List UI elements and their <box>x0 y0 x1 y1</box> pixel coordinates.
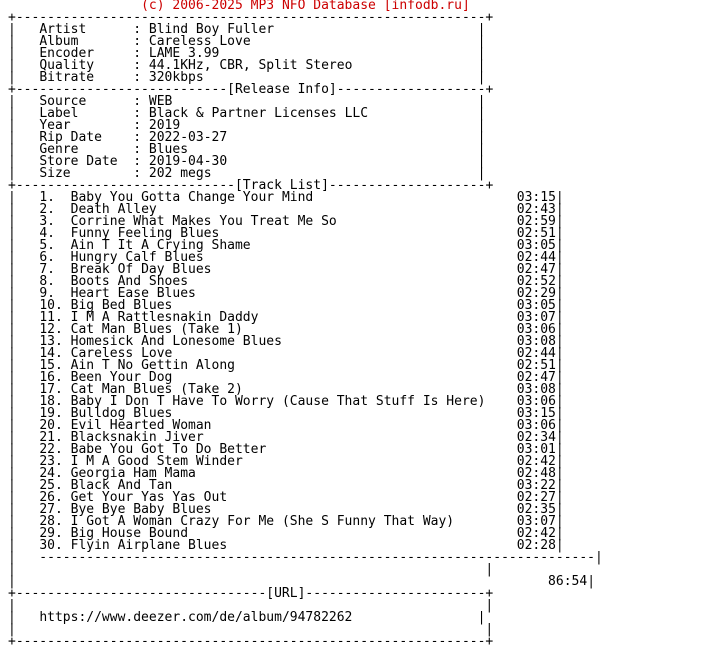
track-time: 02:35 <box>516 502 556 517</box>
track-time: 02:52 <box>516 274 556 289</box>
track-row: | 19. Bulldog Blues 03:15| <box>8 406 564 421</box>
track-number: 26. <box>39 490 63 505</box>
track-title: Cat Man Blues (Take 2) <box>70 382 243 397</box>
track-row: | 8. Boots And Shoes 02:52| <box>8 274 564 289</box>
track-row: | 10. Big Bed Blues 03:05| <box>8 298 564 313</box>
release-row: | Store Date : 2019-04-30 | <box>8 154 486 169</box>
track-number: 8. <box>39 274 55 289</box>
track-number: 19. <box>39 406 63 421</box>
track-number: 3. <box>39 214 55 229</box>
track-number: 28. <box>39 514 63 529</box>
track-list-separator: +----------------------------[Track List]--------------------+ <box>8 178 494 193</box>
track-time: 03:15 <box>516 406 556 421</box>
release-key: Label <box>39 106 79 121</box>
track-time: 02:44 <box>516 250 556 265</box>
track-title: Hungry Calf Blues <box>70 250 204 265</box>
url-row: | https://www.deezer.com/de/album/94782262 | <box>8 610 486 625</box>
track-title: Get Your Yas Yas Out <box>70 490 228 505</box>
track-number: 16. <box>39 370 63 385</box>
release-value: 202 megs <box>148 166 212 181</box>
album-row: | Quality : 44.1KHz, CBR, Split Stereo | <box>8 58 486 73</box>
track-number: 13. <box>39 334 63 349</box>
album-key: Bitrate <box>39 70 95 85</box>
album-value: Careless Love <box>148 34 251 49</box>
bottom-border: +------------------------------------------------------------+ <box>8 634 494 649</box>
track-time: 03:05 <box>516 238 556 253</box>
track-title: Flyin Airplane Blues <box>70 538 228 553</box>
release-row: | Source : WEB | <box>8 94 486 109</box>
track-time: 03:22 <box>516 478 556 493</box>
url-separator-title: [URL] <box>266 586 306 601</box>
release-info-separator: +---------------------------[Release Info]-------------------+ <box>8 82 494 97</box>
release-row: | Label : Black & Partner Licenses LLC | <box>8 106 486 121</box>
track-row: | 11. I M A Rattlesnakin Daddy 03:07| <box>8 310 564 325</box>
track-time: 03:07 <box>516 514 556 529</box>
track-row: | 29. Big House Bound 02:42| <box>8 526 564 541</box>
total-time: 86:54 <box>548 574 588 589</box>
track-number: 21. <box>39 430 63 445</box>
track-number: 1. <box>39 190 55 205</box>
track-number: 20. <box>39 418 63 433</box>
track-time: 03:08 <box>516 334 556 349</box>
track-row: | 1. Baby You Gotta Change Your Mind 03:15| <box>8 190 564 205</box>
track-time: 03:05 <box>516 298 556 313</box>
track-title: Cat Man Blues (Take 1) <box>70 322 243 337</box>
release-key: Year <box>39 118 71 133</box>
track-number: 12. <box>39 322 63 337</box>
track-time: 02:42 <box>516 454 556 469</box>
track-number: 15. <box>39 358 63 373</box>
track-number: 27. <box>39 502 63 517</box>
release-key: Genre <box>39 142 79 157</box>
track-row: | 24. Georgia Ham Mama 02:48| <box>8 466 564 481</box>
album-value: 44.1KHz, CBR, Split Stereo <box>148 58 353 73</box>
album-url-link[interactable]: https://www.deezer.com/de/album/94782262 <box>39 610 353 625</box>
track-number: 14. <box>39 346 63 361</box>
track-row: | 17. Cat Man Blues (Take 2) 03:08| <box>8 382 564 397</box>
track-row: | 18. Baby I Don T Have To Worry (Cause That Stuff Is Here) 03:06| <box>8 394 564 409</box>
track-title: Babe You Got To Do Better <box>70 442 267 457</box>
track-row: | 23. I M A Good Stem Winder 02:42| <box>8 454 564 469</box>
track-title: Blacksnakin Jiver <box>70 430 204 445</box>
album-key: Quality <box>39 58 95 73</box>
track-title: Bye Bye Baby Blues <box>70 502 212 517</box>
track-number: 5. <box>39 238 55 253</box>
track-title: Break Of Day Blues <box>70 262 212 277</box>
track-title: Big Bed Blues <box>70 298 173 313</box>
track-row: | 28. I Got A Woman Crazy For Me (She S Funny That Way) 03:07| <box>8 514 564 529</box>
album-row: | Encoder : LAME 3.99 | <box>8 46 486 61</box>
track-number: 7. <box>39 262 55 277</box>
track-row: | 15. Ain T No Gettin Along 02:51| <box>8 358 564 373</box>
album-key: Artist <box>39 22 87 37</box>
track-time: 02:47 <box>516 370 556 385</box>
release-key: Rip Date <box>39 130 102 145</box>
blank-line: | | <box>8 622 494 637</box>
track-time: 03:06 <box>516 394 556 409</box>
track-total-rule: | -----------------------------------------------------------------------| <box>8 550 603 565</box>
album-row: | Artist : Blind Boy Fuller | <box>8 22 486 37</box>
album-value: LAME 3.99 <box>148 46 220 61</box>
release-key: Size <box>39 166 71 181</box>
track-number: 30. <box>39 538 63 553</box>
track-number: 25. <box>39 478 63 493</box>
track-time: 02:44 <box>516 346 556 361</box>
track-time: 02:43 <box>516 202 556 217</box>
track-number: 9. <box>39 286 55 301</box>
track-row: | 21. Blacksnakin Jiver 02:34| <box>8 430 564 445</box>
release-value: Black & Partner Licenses LLC <box>148 106 369 121</box>
track-title: Baby You Gotta Change Your Mind <box>70 190 314 205</box>
album-value: Blind Boy Fuller <box>148 22 275 37</box>
release-key: Store Date <box>39 154 118 169</box>
track-row: | 30. Flyin Airplane Blues 02:28| <box>8 538 564 553</box>
track-row: | 5. Ain T It A Crying Shame 03:05| <box>8 238 564 253</box>
track-row: | 12. Cat Man Blues (Take 1) 03:06| <box>8 322 564 337</box>
release-value: WEB <box>148 94 173 109</box>
track-title: I M A Good Stem Winder <box>70 454 243 469</box>
track-time: 02:51 <box>516 358 556 373</box>
track-title: Ain T It A Crying Shame <box>70 238 251 253</box>
track-time: 02:27 <box>516 490 556 505</box>
release-row: | Year : 2019 | <box>8 118 486 133</box>
track-time: 02:48 <box>516 466 556 481</box>
track-time: 03:06 <box>516 418 556 433</box>
total-row: | 86:54| <box>8 574 596 589</box>
track-number: 29. <box>39 526 63 541</box>
track-title: I M A Rattlesnakin Daddy <box>70 310 259 325</box>
track-row: | 6. Hungry Calf Blues 02:44| <box>8 250 564 265</box>
track-title: Corrine What Makes You Treat Me So <box>70 214 337 229</box>
top-border: +------------------------------------------------------------+ <box>8 10 494 25</box>
track-number: 6. <box>39 250 55 265</box>
track-time: 03:06 <box>516 322 556 337</box>
release-value: 2019 <box>148 118 181 133</box>
track-title: Georgia Ham Mama <box>70 466 196 481</box>
track-number: 22. <box>39 442 63 457</box>
album-row: | Bitrate : 320kbps | <box>8 70 486 85</box>
track-number: 17. <box>39 382 63 397</box>
release-row: | Rip Date : 2022-03-27 | <box>8 130 486 145</box>
track-row: | 2. Death Alley 02:43| <box>8 202 564 217</box>
track-title: Boots And Shoes <box>70 274 189 289</box>
album-value: 320kbps <box>148 70 204 85</box>
track-row: | 20. Evil Hearted Woman 03:06| <box>8 418 564 433</box>
track-title: I Got A Woman Crazy For Me (She S Funny That Way) <box>70 514 455 529</box>
track-title: Funny Feeling Blues <box>70 226 220 241</box>
track-number: 4. <box>39 226 55 241</box>
track-time: 02:29 <box>516 286 556 301</box>
track-title: Ain T No Gettin Along <box>70 358 235 373</box>
album-key: Encoder <box>39 46 95 61</box>
track-row: | 13. Homesick And Lonesome Blues 03:08| <box>8 334 564 349</box>
track-title: Evil Hearted Woman <box>70 418 212 433</box>
track-time: 03:07 <box>516 310 556 325</box>
track-row: | 4. Funny Feeling Blues 02:51| <box>8 226 564 241</box>
track-row: | 22. Babe You Got To Do Better 03:01| <box>8 442 564 457</box>
blank-line: | | <box>8 598 494 613</box>
track-time: 03:01 <box>516 442 556 457</box>
url-separator: +--------------------------------[URL]-----------------------+ <box>8 586 494 601</box>
track-number: 10. <box>39 298 63 313</box>
track-number: 23. <box>39 454 63 469</box>
release-value: Blues <box>148 142 189 157</box>
track-list-separator-title: [Track List] <box>234 178 329 193</box>
track-time: 03:15 <box>516 190 556 205</box>
track-time: 03:08 <box>516 382 556 397</box>
album-key: Album <box>39 34 79 49</box>
track-time: 02:59 <box>516 214 556 229</box>
track-row: | 16. Been Your Dog 02:47| <box>8 370 564 385</box>
track-title: Baby I Don T Have To Worry (Cause That Stuff Is Here) <box>70 394 486 409</box>
track-row: | 27. Bye Bye Baby Blues 02:35| <box>8 502 564 517</box>
track-number: 18. <box>39 394 63 409</box>
release-value: 2019-04-30 <box>148 154 228 169</box>
nfo-header: (c) 2006-2025 MP3 NFO Database [infodb.ru] <box>141 0 470 13</box>
track-title: Black And Tan <box>70 478 173 493</box>
track-title: Careless Love <box>70 346 173 361</box>
release-key: Source <box>39 94 87 109</box>
release-value: 2022-03-27 <box>148 130 228 145</box>
track-time: 02:28 <box>516 538 556 553</box>
track-row: | 25. Black And Tan 03:22| <box>8 478 564 493</box>
blank-line: | | <box>8 562 494 577</box>
track-row: | 3. Corrine What Makes You Treat Me So 02:59| <box>8 214 564 229</box>
track-title: Heart Ease Blues <box>70 286 196 301</box>
track-title: Been Your Dog <box>70 370 173 385</box>
release-info-separator-title: [Release Info] <box>227 82 337 97</box>
track-time: 02:42 <box>516 526 556 541</box>
track-title: Big House Bound <box>70 526 189 541</box>
album-row: | Album : Careless Love | <box>8 34 486 49</box>
track-time: 02:51 <box>516 226 556 241</box>
track-row: | 26. Get Your Yas Yas Out 02:27| <box>8 490 564 505</box>
track-title: Homesick And Lonesome Blues <box>70 334 282 349</box>
track-time: 02:47 <box>516 262 556 277</box>
track-title: Bulldog Blues <box>70 406 173 421</box>
track-number: 24. <box>39 466 63 481</box>
track-time: 02:34 <box>516 430 556 445</box>
release-row: | Genre : Blues | <box>8 142 486 157</box>
track-title: Death Alley <box>70 202 157 217</box>
track-row: | 7. Break Of Day Blues 02:47| <box>8 262 564 277</box>
track-number: 2. <box>39 202 55 217</box>
track-number: 11. <box>39 310 63 325</box>
release-row: | Size : 202 megs | <box>8 166 486 181</box>
track-row: | 14. Careless Love 02:44| <box>8 346 564 361</box>
track-row: | 9. Heart Ease Blues 02:29| <box>8 286 564 301</box>
